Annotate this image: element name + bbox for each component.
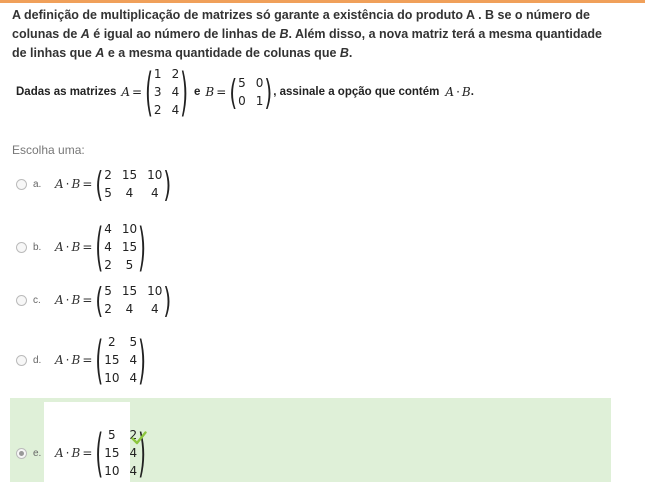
radio-option-b[interactable] <box>16 242 27 253</box>
matrix-cell: 15 <box>121 168 138 182</box>
matrix-b-name: B <box>205 85 215 99</box>
matrix-cell: 4 <box>104 240 112 254</box>
option-b-matrix <box>95 215 146 279</box>
right-paren: ) <box>163 279 172 321</box>
equals-sign: = <box>132 85 143 99</box>
matrix-cell: 1 <box>153 67 162 81</box>
option-d-matrix <box>95 328 146 392</box>
matrix-cell: 4 <box>125 186 134 200</box>
left-paren: ( <box>95 163 104 205</box>
option-letter: a. <box>33 178 42 190</box>
option-letter: b. <box>33 241 42 253</box>
matrix-cell: 4 <box>129 464 138 478</box>
lhs-dot: · <box>65 353 70 367</box>
equals-sign: = <box>82 177 93 191</box>
lhs-b: B <box>71 353 81 367</box>
lhs-dot: · <box>65 446 70 460</box>
option-letter: d. <box>33 354 42 366</box>
check-icon <box>131 431 147 445</box>
equals-sign: = <box>82 293 93 307</box>
matrix-cell: 15 <box>121 240 138 254</box>
option-letter: c. <box>33 294 41 306</box>
option-b-expression <box>55 215 147 279</box>
radio-option-d[interactable] <box>16 355 27 366</box>
option-b-cells <box>103 220 138 274</box>
radio-selected-dot <box>19 451 24 456</box>
matrix-b <box>229 71 273 113</box>
choose-prompt: Escolha uma: <box>12 143 85 157</box>
matrix-cell: 4 <box>125 302 134 316</box>
matrix-a-cells <box>153 65 180 119</box>
lhs-a: A <box>55 240 64 254</box>
period: . <box>470 86 474 98</box>
lhs-dot: · <box>65 293 70 307</box>
matrix-cell: 10 <box>104 464 120 478</box>
left-paren: ( <box>95 215 104 279</box>
option-letter: e. <box>33 447 42 459</box>
matrix-cell: 5 <box>238 76 246 90</box>
matrix-cell: 10 <box>147 284 163 298</box>
matrix-cell: 15 <box>104 353 120 367</box>
lhs-a: A <box>55 446 64 460</box>
option-a-expression <box>55 163 172 205</box>
lhs-a: A <box>55 293 64 307</box>
lhs-b: B <box>71 177 81 191</box>
lhs-b: B <box>71 240 81 254</box>
equals-sign: = <box>82 240 93 254</box>
matrix-cell: 10 <box>147 168 163 182</box>
lhs-dot: · <box>65 240 70 254</box>
matrix-cell: 2 <box>104 168 112 182</box>
option-b[interactable] <box>16 215 147 279</box>
product-a: A <box>445 85 455 99</box>
right-paren: ) <box>138 421 146 484</box>
question-tail: , assinale a opção que contém <box>273 86 440 98</box>
product-b: B <box>461 85 471 99</box>
top-accent-bar <box>0 0 645 3</box>
lhs-dot: · <box>65 177 70 191</box>
lhs-a: A <box>55 177 64 191</box>
question-lead: Dadas as matrizes <box>16 86 117 98</box>
option-c-cells <box>103 282 163 318</box>
matrix-cell: 1 <box>255 94 264 108</box>
lhs-a: A <box>55 353 64 367</box>
matrix-cell: 4 <box>104 222 112 236</box>
matrix-cell: 2 <box>171 67 180 81</box>
option-d-cells <box>103 333 138 387</box>
matrix-cell: 5 <box>129 335 138 349</box>
matrix-cell: 2 <box>129 428 138 442</box>
equals-sign: = <box>82 446 93 460</box>
conjunction: e <box>194 86 201 98</box>
matrix-cell: 5 <box>125 258 134 272</box>
matrix-cell: 4 <box>129 371 138 385</box>
matrix-cell: 3 <box>153 85 162 99</box>
right-paren: ) <box>264 71 273 113</box>
matrix-cell: 10 <box>104 371 120 385</box>
right-paren: ) <box>163 163 172 205</box>
matrix-cell: 0 <box>238 94 246 108</box>
option-c-matrix <box>95 279 172 321</box>
option-c[interactable] <box>16 279 172 321</box>
matrix-cell: 4 <box>150 186 159 200</box>
matrix-cell: 2 <box>104 302 112 316</box>
lhs-b: B <box>71 446 81 460</box>
option-a[interactable] <box>16 163 172 205</box>
matrix-cell: 4 <box>129 353 138 367</box>
matrix-cell: 5 <box>108 428 116 442</box>
option-d-expression <box>55 328 147 392</box>
option-d[interactable] <box>16 328 147 392</box>
matrix-cell: 15 <box>121 284 138 298</box>
matrix-cell: 15 <box>104 446 120 460</box>
left-paren: ( <box>229 71 238 113</box>
radio-option-e[interactable] <box>16 448 27 459</box>
option-e[interactable] <box>16 421 147 484</box>
matrix-cell: 4 <box>150 302 159 316</box>
option-a-cells <box>103 166 163 202</box>
equals-sign: = <box>216 85 227 99</box>
right-paren: ) <box>180 60 189 124</box>
matrix-cell: 2 <box>153 103 162 117</box>
lhs-b: B <box>71 293 81 307</box>
radio-option-a[interactable] <box>16 179 27 190</box>
matrix-cell: 2 <box>108 335 116 349</box>
matrix-cell: 4 <box>171 103 180 117</box>
equals-sign: = <box>82 353 93 367</box>
option-a-matrix <box>95 163 172 205</box>
question-statement <box>16 60 474 124</box>
left-paren: ( <box>95 279 104 321</box>
matrix-cell: 5 <box>104 284 112 298</box>
option-c-expression <box>55 279 172 321</box>
matrix-cell: 4 <box>171 85 180 99</box>
matrix-cell: 0 <box>255 76 264 90</box>
left-paren: ( <box>145 60 153 124</box>
matrix-b-cells <box>237 74 264 110</box>
right-paren: ) <box>138 328 146 392</box>
matrix-cell: 10 <box>121 222 138 236</box>
matrix-cell: 4 <box>129 446 138 460</box>
matrix-a <box>145 60 189 124</box>
left-paren: ( <box>95 421 104 484</box>
radio-option-c[interactable] <box>16 295 27 306</box>
matrix-cell: 2 <box>104 258 112 272</box>
question-intro: A definição de multiplicação de matrizes só garante a existência do produto A . B se o número de colunas de A é igual ao número de linhas de B. Além disso, a nova matriz terá a mesma quantidade de linhas que A e a mesma quantidade de colunas que B. <box>12 8 603 60</box>
product-dot: · <box>456 85 460 99</box>
matrix-a-name: A <box>121 85 131 99</box>
left-paren: ( <box>95 328 104 392</box>
right-paren: ) <box>138 215 146 279</box>
matrix-cell: 5 <box>104 186 112 200</box>
